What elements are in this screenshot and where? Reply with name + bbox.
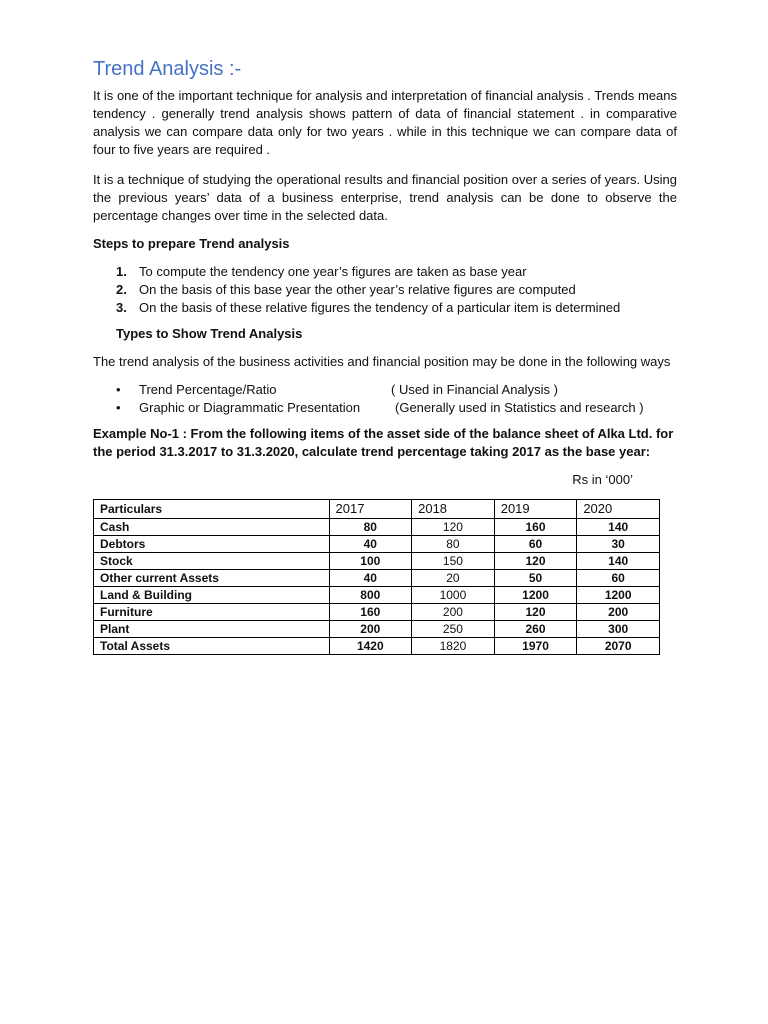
assets-table — [93, 499, 660, 655]
list-item — [93, 281, 677, 299]
types-list — [93, 381, 677, 417]
table-header-row — [94, 500, 660, 519]
table-row — [94, 587, 660, 604]
cell: 200 — [577, 604, 660, 621]
cell: 200 — [412, 604, 495, 621]
bullet-text: Graphic or Diagrammatic Presentation — [139, 400, 361, 415]
cell: 120 — [412, 519, 495, 536]
column-header: 2020 — [577, 500, 660, 519]
row-label: Stock — [94, 553, 330, 570]
column-header: 2019 — [494, 500, 577, 519]
bullet-note: ( Used in Financial Analysis ) — [391, 382, 558, 397]
cell: 1820 — [412, 638, 495, 655]
cell: 140 — [577, 519, 660, 536]
column-header: 2018 — [412, 500, 495, 519]
table-row — [94, 621, 660, 638]
page-title: Trend Analysis :- — [93, 58, 242, 80]
example-text: Example No-1 : From the following items of the asset side of the balance sheet of Alka Ltd. for the period 31.3.2017 to 31.3.2020, calculate trend percentage taking 2017 as the base year: — [93, 426, 674, 459]
cell: 60 — [577, 570, 660, 587]
cell: 1200 — [577, 587, 660, 604]
row-label: Debtors — [94, 536, 330, 553]
table-row — [94, 553, 660, 570]
row-label: Total Assets — [94, 638, 330, 655]
step-text: On the basis of these relative figures the tendency of a particular item is determined — [139, 300, 621, 315]
list-item — [93, 299, 677, 317]
table-row — [94, 536, 660, 553]
row-label: Other current Assets — [94, 570, 330, 587]
step-number: 3. — [116, 300, 127, 315]
cell: 200 — [329, 621, 412, 638]
cell: 260 — [494, 621, 577, 638]
cell: 120 — [494, 553, 577, 570]
cell: 20 — [412, 570, 495, 587]
step-number: 2. — [116, 282, 127, 297]
table-row — [94, 519, 660, 536]
row-label: Furniture — [94, 604, 330, 621]
row-label: Cash — [94, 519, 330, 536]
cell: 160 — [494, 519, 577, 536]
cell: 150 — [412, 553, 495, 570]
row-label: Plant — [94, 621, 330, 638]
document-content — [93, 58, 677, 655]
cell: 40 — [329, 570, 412, 587]
intro-paragraph: It is one of the important technique for analysis and interpretation of financial analysis . Trends means tendency . generally trend analysis shows pattern of data of financial statement . in comparative analysis we can compare data only for two years . while in this technique we can compare data of four to five years are required . — [93, 88, 677, 157]
cell: 1200 — [494, 587, 577, 604]
table-row — [94, 570, 660, 587]
cell: 1420 — [329, 638, 412, 655]
ways-paragraph: The trend analysis of the business activities and financial position may be done in the following ways — [93, 354, 671, 369]
cell: 120 — [494, 604, 577, 621]
units-label: Rs in ‘000’ — [572, 472, 633, 487]
table-row — [94, 638, 660, 655]
cell: 100 — [329, 553, 412, 570]
column-header: 2017 — [329, 500, 412, 519]
cell: 50 — [494, 570, 577, 587]
step-text: To compute the tendency one year’s figures are taken as base year — [139, 264, 527, 279]
cell: 40 — [329, 536, 412, 553]
table-row — [94, 604, 660, 621]
steps-list — [93, 263, 677, 317]
bullet-icon: • — [116, 382, 121, 397]
cell: 2070 — [577, 638, 660, 655]
cell: 30 — [577, 536, 660, 553]
cell: 1000 — [412, 587, 495, 604]
technique-paragraph: It is a technique of studying the operational results and financial position over a series of years. Using the previous years’ data of a business enterprise, trend analysis can be done to observe the percentage changes over time in the selected data. — [93, 172, 677, 223]
bullet-icon: • — [116, 400, 121, 415]
column-header: Particulars — [94, 500, 330, 519]
list-item — [93, 399, 677, 417]
cell: 800 — [329, 587, 412, 604]
step-number: 1. — [116, 264, 127, 279]
cell: 80 — [412, 536, 495, 553]
list-item — [93, 381, 677, 399]
cell: 1970 — [494, 638, 577, 655]
cell: 60 — [494, 536, 577, 553]
cell: 80 — [329, 519, 412, 536]
cell: 300 — [577, 621, 660, 638]
steps-heading: Steps to prepare Trend analysis — [93, 236, 290, 251]
row-label: Land & Building — [94, 587, 330, 604]
types-heading: Types to Show Trend Analysis — [116, 326, 303, 341]
list-item — [93, 263, 677, 281]
step-text: On the basis of this base year the other year’s relative figures are computed — [139, 282, 576, 297]
cell: 250 — [412, 621, 495, 638]
bullet-text: Trend Percentage/Ratio — [139, 382, 277, 397]
bullet-note: (Generally used in Statistics and research ) — [395, 400, 644, 415]
cell: 140 — [577, 553, 660, 570]
cell: 160 — [329, 604, 412, 621]
